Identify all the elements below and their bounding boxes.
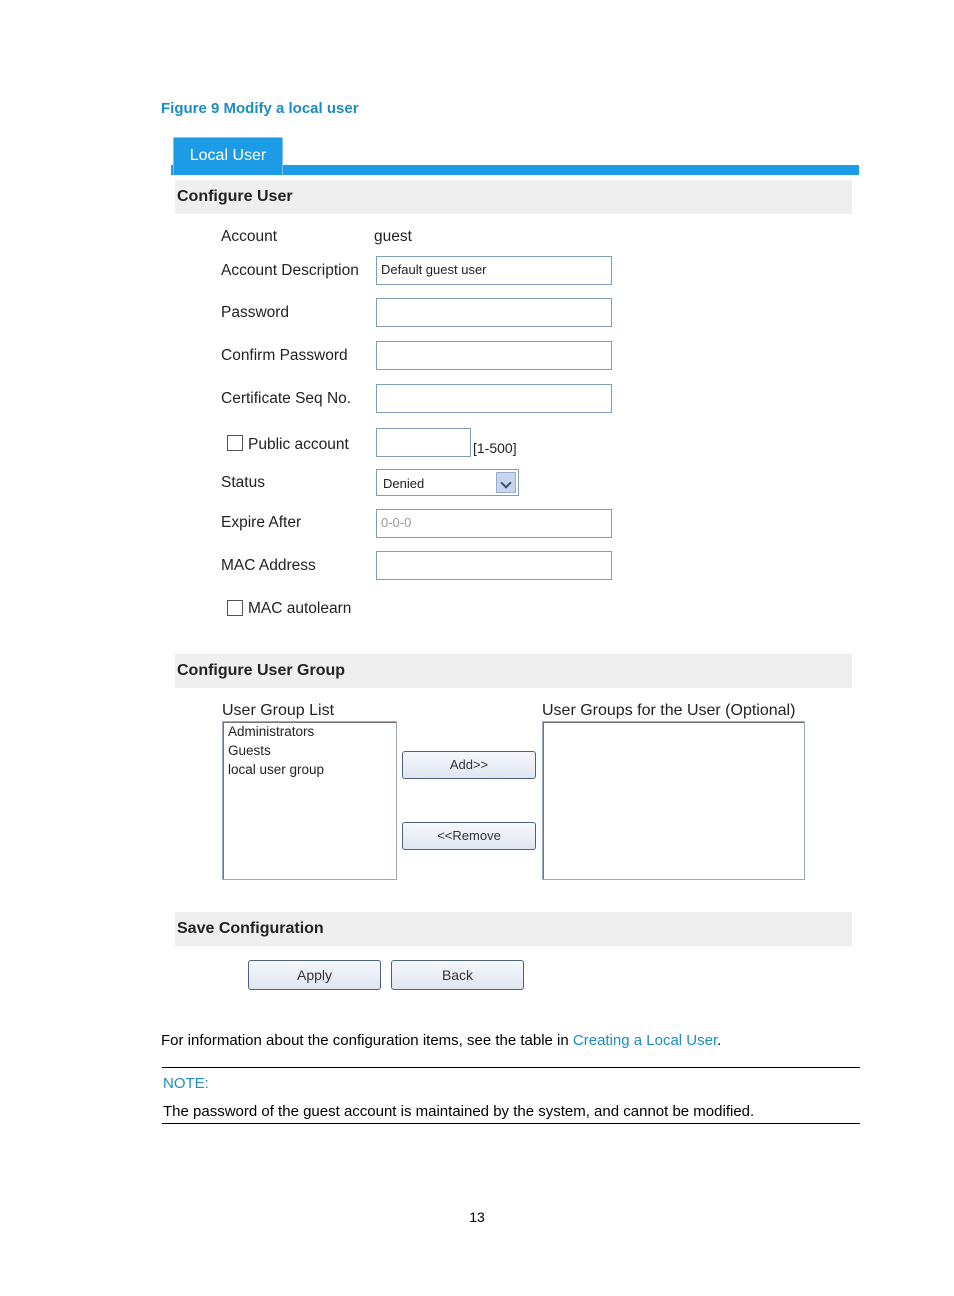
status-select-value: Denied <box>383 476 425 491</box>
section-configure-user-group <box>175 654 852 688</box>
public-account-range: [1-500] <box>473 440 517 456</box>
account-description-label: Account Description <box>221 262 359 279</box>
mac-autolearn-label: MAC autolearn <box>248 600 352 617</box>
back-button[interactable]: Back <box>391 960 524 990</box>
tab-bar <box>171 132 859 176</box>
chevron-down-icon[interactable] <box>496 472 516 493</box>
user-groups-for-user-label: User Groups for the User (Optional) <box>542 702 796 719</box>
list-item[interactable]: Guests <box>228 743 271 758</box>
user-group-list[interactable] <box>222 721 397 880</box>
certificate-seq-label: Certificate Seq No. <box>221 390 352 407</box>
add-button[interactable]: Add>> <box>402 751 536 779</box>
list-item[interactable]: local user group <box>228 762 325 777</box>
body-paragraph <box>161 1032 721 1049</box>
body-text-suffix: . <box>717 1032 722 1049</box>
expire-after-input[interactable]: 0-0-0 <box>376 509 612 538</box>
section-configure-user <box>175 180 852 214</box>
confirm-password-label: Confirm Password <box>221 347 348 364</box>
apply-button[interactable]: Apply <box>248 960 381 990</box>
user-group-list-label: User Group List <box>222 702 335 719</box>
status-label: Status <box>221 474 265 491</box>
expire-after-label: Expire After <box>221 514 302 531</box>
mac-autolearn-checkbox[interactable] <box>227 600 243 616</box>
public-account-label: Public account <box>248 436 349 453</box>
section-save-configuration <box>175 912 852 946</box>
note-bottom-rule <box>162 1123 860 1124</box>
list-item[interactable]: Administrators <box>228 724 315 739</box>
mac-address-input[interactable] <box>376 551 612 580</box>
account-value: guest <box>374 228 412 245</box>
password-label: Password <box>221 304 290 321</box>
account-description-input[interactable]: Default guest user <box>376 256 612 285</box>
note-label: NOTE: <box>163 1075 209 1092</box>
figure-caption: Figure 9 Modify a local user <box>161 100 359 117</box>
public-account-input[interactable] <box>376 428 471 457</box>
user-groups-for-user-list[interactable] <box>542 721 805 880</box>
creating-local-user-link[interactable]: Creating a Local User <box>572 1032 718 1049</box>
note-text: The password of the guest account is maintained by the system, and cannot be modified. <box>163 1103 755 1120</box>
body-text-prefix: For information about the configuration items, see the table in <box>161 1032 573 1049</box>
password-input[interactable] <box>376 298 612 327</box>
page-number: 13 <box>469 1209 485 1225</box>
section-title: Configure User <box>177 188 293 205</box>
status-select[interactable] <box>376 469 519 496</box>
confirm-password-input[interactable] <box>376 341 612 370</box>
certificate-seq-input[interactable] <box>376 384 612 413</box>
mac-address-label: MAC Address <box>221 557 316 574</box>
section-title: Save Configuration <box>177 920 324 937</box>
public-account-checkbox[interactable] <box>227 435 243 451</box>
account-label: Account <box>221 228 278 245</box>
tab-local-user[interactable]: Local User <box>173 137 283 175</box>
note-top-rule <box>162 1067 860 1068</box>
remove-button[interactable]: <<Remove <box>402 822 536 850</box>
section-title: Configure User Group <box>177 662 346 679</box>
